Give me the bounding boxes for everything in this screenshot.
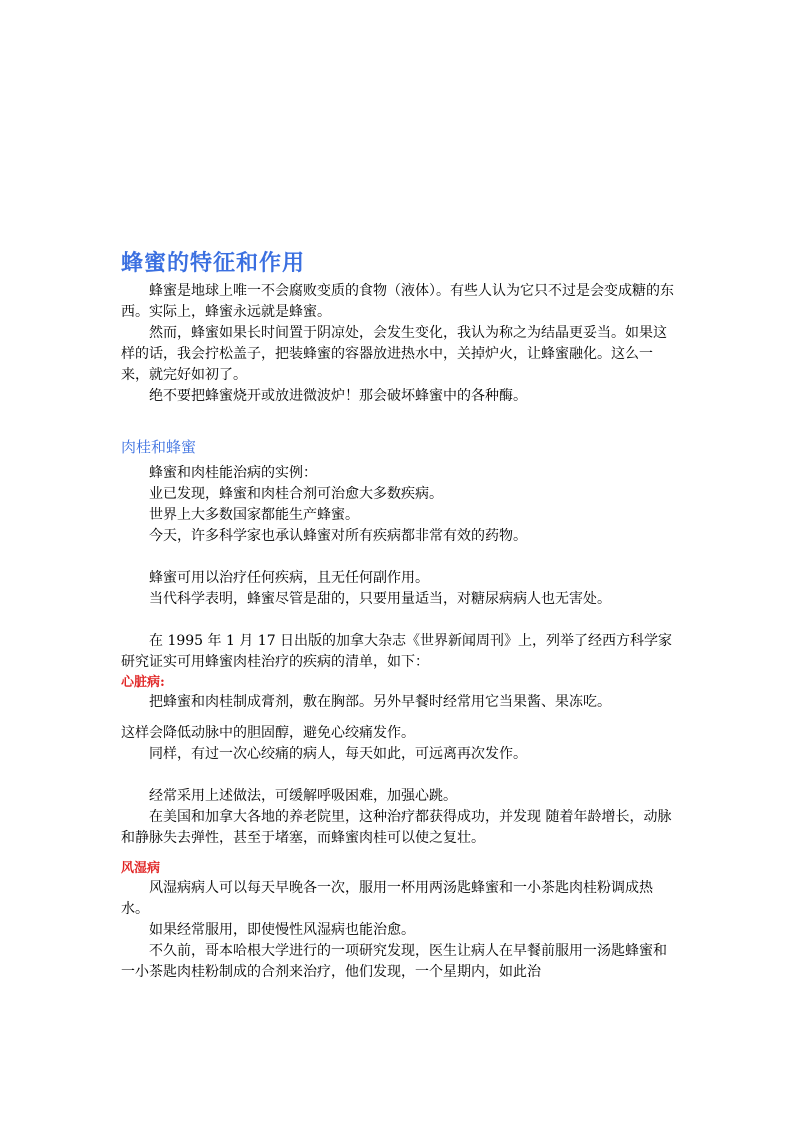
paragraph: 然而，蜂蜜如果长时间置于阴凉处，会发生变化，我认为称之为结晶更妥当。如果这样的话，我会拧松盖子，把装蜂蜜的容器放进热水中，关掉炉火，让蜂蜜融化。这么一来，就完好如初了。	[121, 325, 667, 383]
paragraph: 当代科学表明，蜂蜜尽管是甜的，只要用量适当，对糖尿病病人也无害处。	[149, 591, 611, 607]
paragraph: 在 1995 年 1 月 17 日出版的加拿大杂志《世界新闻周刊》上，列举了经西方科学家研究证实可用蜂蜜肉桂治疗的疾病的清单，如下：	[121, 633, 673, 670]
section-heading: 肉桂和蜂蜜	[121, 438, 197, 456]
document-title: 蜂蜜的特征和作用	[121, 250, 306, 276]
paragraph: 风湿病病人可以每天早晚各一次，服用一杯用两汤匙蜂蜜和一小茶匙肉桂粉调成热水。	[121, 880, 653, 917]
paragraph: 世界上大多数国家都能生产蜂蜜。	[149, 507, 359, 523]
paragraph: 蜂蜜和肉桂能治病的实例：	[149, 465, 317, 481]
paragraph: 业已发现，蜂蜜和肉桂合剂可治愈大多数疾病。	[149, 486, 443, 502]
paragraph: 把蜂蜜和肉桂制成膏剂，敷在胸部。另外早餐时经常用它当果酱、果冻吃。	[149, 694, 611, 710]
paragraph: 蜂蜜是地球上唯一不会腐败变质的食物（液体）。有些人认为它只不过是会变成糖的东西。实际上，蜂蜜永远就是蜂蜜。	[121, 283, 674, 320]
paragraph: 经常采用上述做法，可缓解呼吸困难，加强心跳。	[149, 788, 457, 804]
paragraph: 在美国和加拿大各地的养老院里，这种治疗都获得成功，并发现 随着年龄增长，动脉和静脉失去弹性，甚至于堵塞，而蜂蜜肉桂可以使之复壮。	[121, 809, 672, 846]
document-page	[121, 249, 677, 983]
subsection-heading: 风湿病	[121, 861, 161, 876]
paragraph: 绝不要把蜂蜜烧开或放进微波炉！那会破坏蜂蜜中的各种酶。	[149, 388, 527, 404]
paragraph: 这样会降低动脉中的胆固醇，避免心绞痛发作。	[121, 725, 415, 741]
paragraph: 如果经常服用，即使慢性风湿病也能治愈。	[149, 922, 415, 938]
paragraph: 今天，许多科学家也承认蜂蜜对所有疾病都非常有效的药物。	[149, 528, 527, 544]
subsection-heading: 心脏病:	[121, 675, 165, 690]
paragraph: 同样，有过一次心绞痛的病人，每天如此，可远离再次发作。	[149, 746, 527, 762]
paragraph: 蜂蜜可用以治疗任何疾病，且无任何副作用。	[149, 570, 429, 586]
paragraph: 不久前，哥本哈根大学进行的一项研究发现，医生让病人在早餐前服用一汤匙蜂蜜和一小茶匙肉桂粉制成的合剂来治疗，他们发现，一个星期内，如此治	[121, 943, 667, 980]
